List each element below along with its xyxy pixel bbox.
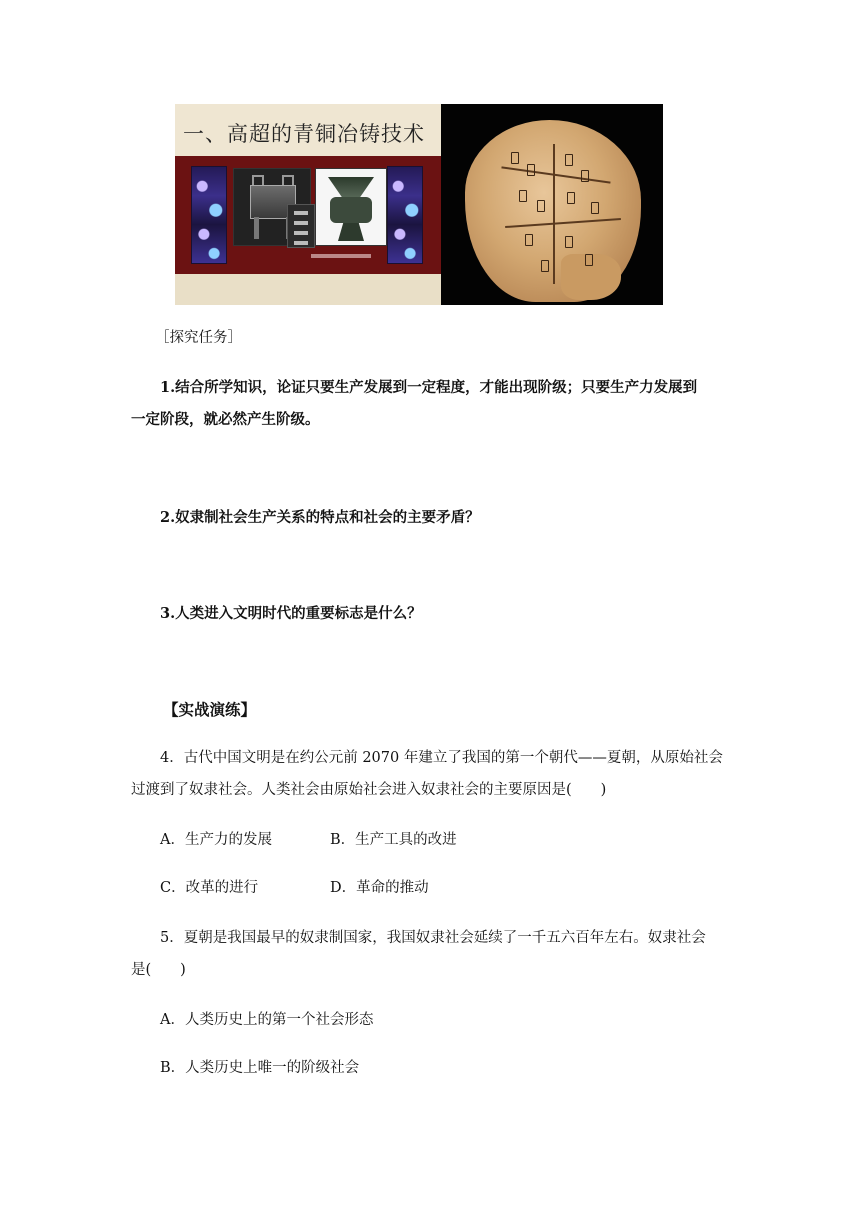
task-2: 2.奴隶制社会生产关系的特点和社会的主要矛盾？ (160, 509, 480, 526)
question-4-option-b: B．生产工具的改进 (330, 832, 457, 848)
inscription-photo (287, 204, 315, 248)
question-5-option-b: B．人类历史上唯一的阶级社会 (160, 1060, 360, 1076)
question-5-stem-line-2: 是( ) (131, 962, 186, 978)
slide-title: 一、高超的青铜冶铸技术 (183, 122, 425, 146)
oracle-bone-image (441, 104, 663, 305)
practice-heading: 【实战演练】 (163, 700, 257, 719)
question-5-stem-line-1: 5．夏朝是我国最早的奴隶制国家，我国奴隶社会延续了一千五六百年左右。奴隶社会 (160, 930, 706, 946)
oracle-glyph (565, 236, 573, 248)
bronze-casting-slide-image (175, 104, 441, 305)
oracle-glyph (567, 192, 575, 204)
zun-foot (338, 223, 364, 241)
right-pattern-panel (387, 166, 423, 264)
oracle-glyph (581, 170, 589, 182)
oracle-glyph (527, 164, 535, 176)
question-4-stem-line-1: 4．古代中国文明是在约公元前 2070 年建立了我国的第一个朝代——夏朝，从原始社会 (160, 750, 723, 766)
bone-crack (553, 144, 555, 284)
oracle-glyph (591, 202, 599, 214)
ding-leg (254, 217, 259, 239)
oracle-glyph (525, 234, 533, 246)
question-4-option-c: C．改革的进行 (160, 880, 259, 896)
slide-caption-strip (311, 254, 371, 258)
oracle-glyph (511, 152, 519, 164)
question-4-option-a: A．生产力的发展 (160, 832, 272, 848)
oracle-glyph (519, 190, 527, 202)
task-3: 3.人类进入文明时代的重要标志是什么？ (160, 605, 422, 622)
explore-task-heading: ［探究任务］ (155, 330, 242, 346)
zun-mouth (328, 177, 374, 197)
oracle-glyph (585, 254, 593, 266)
task-1-line-1: 1.结合所学知识，论证只要生产发展到一定程度，才能出现阶级；只要生产力发展到 (160, 379, 698, 396)
slide-bottom-strip (175, 274, 441, 305)
oracle-glyph (541, 260, 549, 272)
illustration-figure (175, 104, 663, 305)
bronze-zun-photo (315, 168, 387, 246)
question-5-option-a: A．人类历史上的第一个社会形态 (160, 1012, 374, 1028)
left-pattern-panel (191, 166, 227, 264)
oracle-glyph (537, 200, 545, 212)
question-4-option-d: D．革命的推动 (330, 880, 429, 896)
oracle-glyph (565, 154, 573, 166)
task-1-line-2: 一定阶段，就必然产生阶级。 (131, 411, 320, 428)
zun-body (330, 197, 372, 223)
question-4-stem-line-2: 过渡到了奴隶社会。人类社会由原始社会进入奴隶社会的主要原因是( ) (131, 782, 607, 798)
